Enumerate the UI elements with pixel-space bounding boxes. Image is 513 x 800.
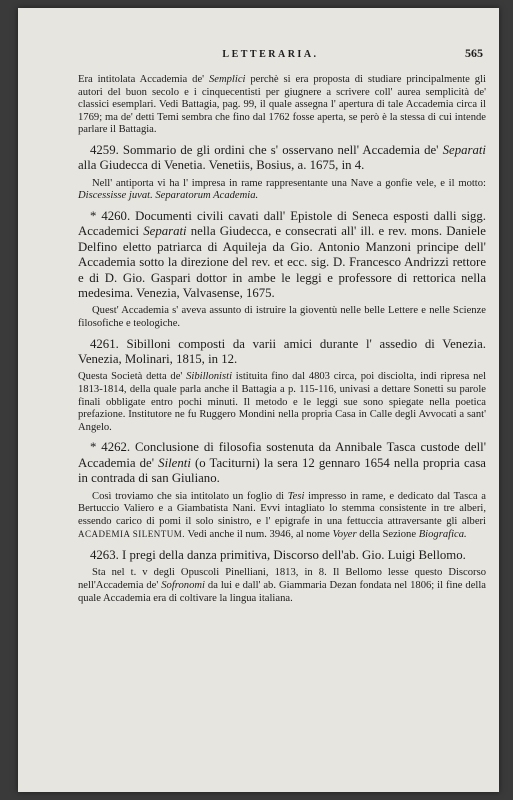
note-4263: Sta nel t. v degli Opuscoli Pinelliani, 1813, in 8. Il Bellomo lesse questo Discorso nell'Accademia de' Sofronomi da lui e dall' ab. Giammaria Dezan fondata nel 1806; il fine della quale Accademia era di coltivare la lingua italiana. <box>78 567 486 604</box>
italic-text: Silenti <box>158 455 191 470</box>
entry-4262: * 4262. Conclusione di filosofia sostenuta da Annibale Tasca custode dell' Accademia de' Silenti (o Taciturni) la sera 12 gennaro 1654 nella propria casa in contrada di san Giuliano. <box>78 440 486 486</box>
page-header <box>76 46 483 61</box>
italic-text: Semplici <box>208 74 246 85</box>
page-number: 565 <box>465 46 483 60</box>
italic-text: Discessisse juvat. Separatorum Academia. <box>78 190 259 202</box>
intro-paragraph: Era intitolata Accademia de' Semplici perchè si era proposta di studiare principalmente gli autori del buon secolo e i cinquecentisti per giugnere a scrivere coll' aurea semplicità de' classici esemplari. Vedi Battagia, pag. 99, il quale assegna l' apertura di tale Accademia circa il 1769; ma de' detti Temi sembra che fino dal 1762 fosse aperta, se però è la stessa di cui intende parlare il Battagia. <box>78 74 486 136</box>
book-page <box>18 8 499 792</box>
note-4262: Così troviamo che sia intitolato un foglio di Tesi impresso in rame, e dedicato dal Tasca a Bertuccio Valiero e a Giambatista Nani. Evvi intagliato lo stemma consistente in tre alberi, essendo carico di pomi il solo sinistro, e l' epigrafe in una fettuccia attraversante gli alberi ACADEMIA SILENTUM. Vedi anche il num. 3946, al nome Voyer della Sezione Biografica. <box>78 490 486 541</box>
note-4259: Nell' antiporta vi ha l' impresa in rame rappresentante una Nave a gonfie vele, e il motto: Discessisse juvat. Separatorum Academia. <box>78 177 486 202</box>
running-title: LETTERARIA. <box>222 49 319 60</box>
entry-4259: 4259. Sommario de gli ordini che s' osservano nell' Accademia de' Separati alla Giudecca di Venetia. Venetiis, Bosius, a. 1675, in 4. <box>78 142 486 173</box>
italic-text: Separati <box>143 224 187 239</box>
note-4261: Questa Società detta de' Sibillonisti istituita fino dal 4803 circa, poi disciolta, indi ripresa nel 1813-1814, della quale parla anche il Battagia a p. 115-116, univasi a dettare Sonetti su parole finali obbligate entro pochi minuti. Il metodo e le leggi sue sono spiegate nella poetica prefazione. Institutore ne fu Ruggero Mondini nella propria Casa in Calle degli Avvocati a sant' Angelo. <box>78 371 487 433</box>
italic-text: Separati <box>442 142 486 157</box>
page-body <box>78 74 486 611</box>
entry-4261: 4261. Sibilloni composti da varii amici durante l' assedio di Venezia. Venezia, Molinari, 1815, in 12. <box>78 336 486 366</box>
italic-text: Sibillonisti <box>186 371 233 383</box>
entry-4263: 4263. I pregi della danza primitiva, Discorso dell'ab. Gio. Luigi Bellomo. <box>90 547 466 562</box>
small-caps-text: ACADEMIA SILENTUM. <box>78 529 185 540</box>
italic-text: Biografica. <box>418 529 467 541</box>
entry-4260: * 4260. Documenti civili cavati dall' Epistole di Seneca esposti dalli sigg. Accademici Separati nella Giudecca, e consecrati all' ill. e rev. mons. Daniele Delfino eletto patriarca di Aquileja da Gio. Antonio Manzoni principe dell' Accademia sotto la direzione del rev. et ecc. sig. D. Francesco Andrizzi rettore e di D. Gio. Gaspari dottor in ambe le leggi e professore di rettorica nella medesima. Venezia, Valvasense, 1675. <box>78 208 486 300</box>
italic-text: Voyer <box>332 529 357 541</box>
note-4260: Quest' Accademia s' aveva assunto di istruire la gioventù nelle belle Lettere e nelle Scienze filosofiche e teologiche. <box>78 305 486 329</box>
italic-text: Sofronomi <box>161 579 205 591</box>
italic-text: Tesi <box>287 490 305 502</box>
